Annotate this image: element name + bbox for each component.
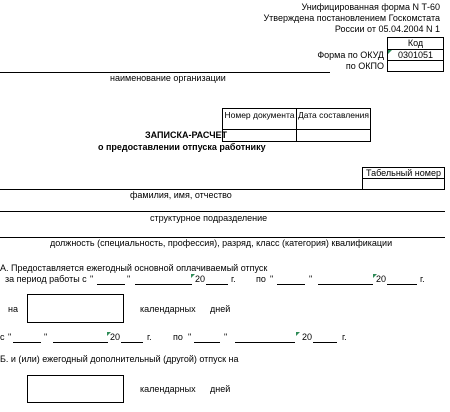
quote-open: " — [188, 332, 192, 342]
corner-marker-icon — [296, 332, 300, 336]
approval-date: России от 05.04.2004 N 1 — [334, 24, 440, 34]
period-from-year[interactable] — [206, 284, 228, 285]
approved-text: Утверждена постановлением Госкомстата — [263, 13, 440, 23]
quote-close: " — [224, 332, 228, 342]
doc-number-field[interactable] — [222, 129, 297, 142]
doc-number-header: Номер документа — [222, 108, 297, 130]
days-label: календарных — [140, 304, 196, 314]
tab-number-header: Табельный номер — [362, 167, 445, 179]
quote-open: " — [90, 274, 94, 284]
year-prefix: 20 — [302, 332, 313, 342]
year-prefix: 20 — [195, 274, 206, 284]
from-label: с — [0, 332, 5, 342]
quote-open: " — [270, 274, 274, 284]
okud-label: Форма по ОКУД — [317, 50, 384, 60]
tab-number-field[interactable] — [362, 178, 445, 190]
okpo-label: по ОКПО — [345, 61, 384, 71]
doc-date-field[interactable] — [296, 129, 371, 142]
po-label: по — [256, 274, 266, 284]
days-word: дней — [210, 304, 231, 314]
vacation-from-year[interactable] — [121, 342, 143, 343]
vacation-to-year[interactable] — [313, 342, 337, 343]
year-suffix: г. — [231, 274, 236, 284]
fio-caption: фамилия, имя, отчество — [130, 190, 232, 200]
additional-days-label: календарных — [140, 384, 196, 394]
section-a-heading: А. Предоставляется ежегодный основной оплачиваемый отпуск — [0, 263, 268, 273]
kod-header: Код — [387, 37, 444, 50]
year-prefix: 20 — [376, 274, 387, 284]
days-count-box[interactable] — [27, 294, 124, 323]
okud-code[interactable]: 0301051 — [387, 49, 444, 61]
quote-close: " — [309, 274, 313, 284]
period-from-day[interactable] — [97, 284, 125, 285]
unit-line[interactable] — [0, 211, 445, 212]
year-suffix: г. — [147, 332, 152, 342]
doc-date-header: Дата составления — [296, 108, 371, 130]
year-prefix: 20 — [110, 332, 121, 342]
period-to-day[interactable] — [277, 284, 305, 285]
year-suffix: г. — [420, 274, 425, 284]
vacation-to-month[interactable] — [235, 342, 295, 343]
period-from-month[interactable] — [135, 284, 192, 285]
form-name: Унифицированная форма N Т-60 — [301, 2, 440, 12]
additional-days-box[interactable] — [27, 375, 124, 403]
corner-marker-icon — [388, 50, 392, 54]
quote-close: " — [127, 274, 131, 284]
period-to-year[interactable] — [387, 284, 417, 285]
vacation-from-day[interactable] — [13, 342, 41, 343]
unit-caption: структурное подразделение — [150, 213, 268, 223]
section-b-heading: Б. и (или) ежегодный дополнительный (другой) отпуск на — [0, 354, 239, 364]
period-label: за период работы с — [5, 274, 87, 284]
okpo-code[interactable] — [387, 60, 444, 72]
vacation-to-day[interactable] — [194, 342, 220, 343]
year-suffix: г. — [342, 332, 347, 342]
additional-days-word: дней — [210, 384, 231, 394]
na-label: на — [8, 304, 18, 314]
vacation-from-month[interactable] — [53, 342, 108, 343]
period-to-month[interactable] — [318, 284, 373, 285]
po-label: по — [173, 332, 183, 342]
organization-caption: наименование организации — [110, 73, 226, 83]
quote-open: " — [8, 332, 12, 342]
form-subtitle: о предоставлении отпуска работнику — [98, 142, 266, 152]
position-caption: должность (специальность, профессия), разряд, класс (категория) квалификации — [50, 238, 393, 248]
form-title: ЗАПИСКА-РАСЧЕТ — [145, 130, 228, 140]
quote-close: " — [44, 332, 48, 342]
